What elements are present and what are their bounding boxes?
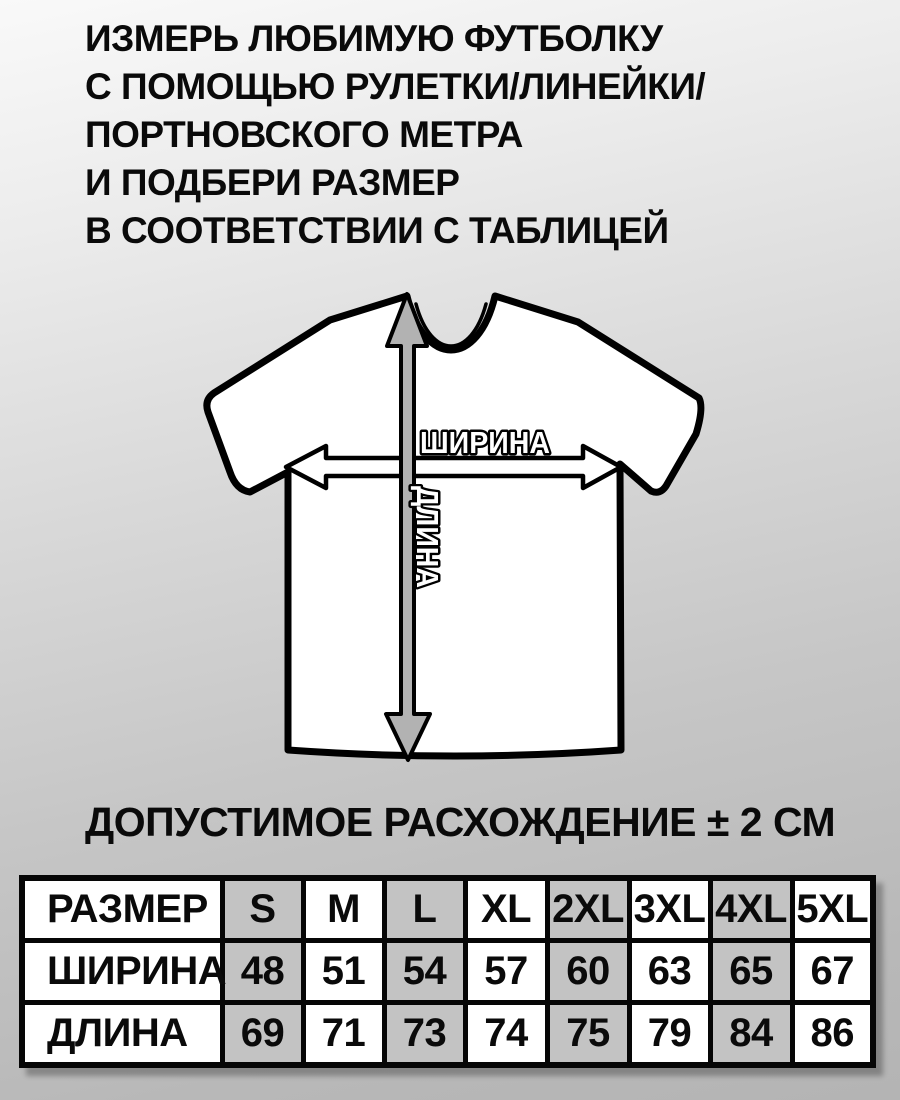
intro-line: В СООТВЕТСТВИИ С ТАБЛИЦЕЙ <box>85 210 669 251</box>
size-cell: 2XL <box>547 878 629 941</box>
tolerance-note: ДОПУСТИМОЕ РАСХОЖДЕНИЕ ± 2 СМ <box>85 799 836 845</box>
width-cell: 65 <box>710 941 792 1003</box>
width-cell: 51 <box>303 941 384 1003</box>
width-cell: 48 <box>222 941 303 1003</box>
length-cell: 73 <box>384 1003 465 1066</box>
length-cell: 79 <box>629 1003 710 1066</box>
table-row-width <box>22 941 873 1003</box>
row-header-length: ДЛИНА <box>22 1003 222 1066</box>
width-arrow-label: ШИРИНА <box>420 425 550 460</box>
size-cell: 4XL <box>710 878 792 941</box>
row-header-width: ШИРИНА <box>22 941 222 1003</box>
intro-line: ПОРТНОВСКОГО МЕТРА <box>85 114 523 155</box>
size-cell: 3XL <box>629 878 710 941</box>
width-cell: 67 <box>792 941 873 1003</box>
length-cell: 75 <box>547 1003 629 1066</box>
width-cell: 54 <box>384 941 465 1003</box>
length-cell: 71 <box>303 1003 384 1066</box>
length-cell: 74 <box>465 1003 547 1066</box>
width-cell: 63 <box>629 941 710 1003</box>
size-cell: L <box>384 878 465 941</box>
table-row-length <box>22 1003 873 1066</box>
table-row-sizes <box>22 878 873 941</box>
size-cell: XL <box>465 878 547 941</box>
length-cell: 69 <box>222 1003 303 1066</box>
intro-line: И ПОДБЕРИ РАЗМЕР <box>85 162 460 203</box>
length-cell: 86 <box>792 1003 873 1066</box>
tshirt-outline <box>207 296 701 756</box>
length-arrow-label: ДЛИНА <box>410 486 445 597</box>
length-cell: 84 <box>710 1003 792 1066</box>
size-cell: S <box>222 878 303 941</box>
width-cell: 57 <box>465 941 547 1003</box>
size-cell: M <box>303 878 384 941</box>
width-cell: 60 <box>547 941 629 1003</box>
intro-line: ИЗМЕРЬ ЛЮБИМУЮ ФУТБОЛКУ <box>85 18 663 59</box>
size-table <box>19 875 876 1068</box>
size-cell: 5XL <box>792 878 873 941</box>
intro-line: С ПОМОЩЬЮ РУЛЕТКИ/ЛИНЕЙКИ/ <box>85 66 706 107</box>
row-header-size: РАЗМЕР <box>22 878 222 941</box>
